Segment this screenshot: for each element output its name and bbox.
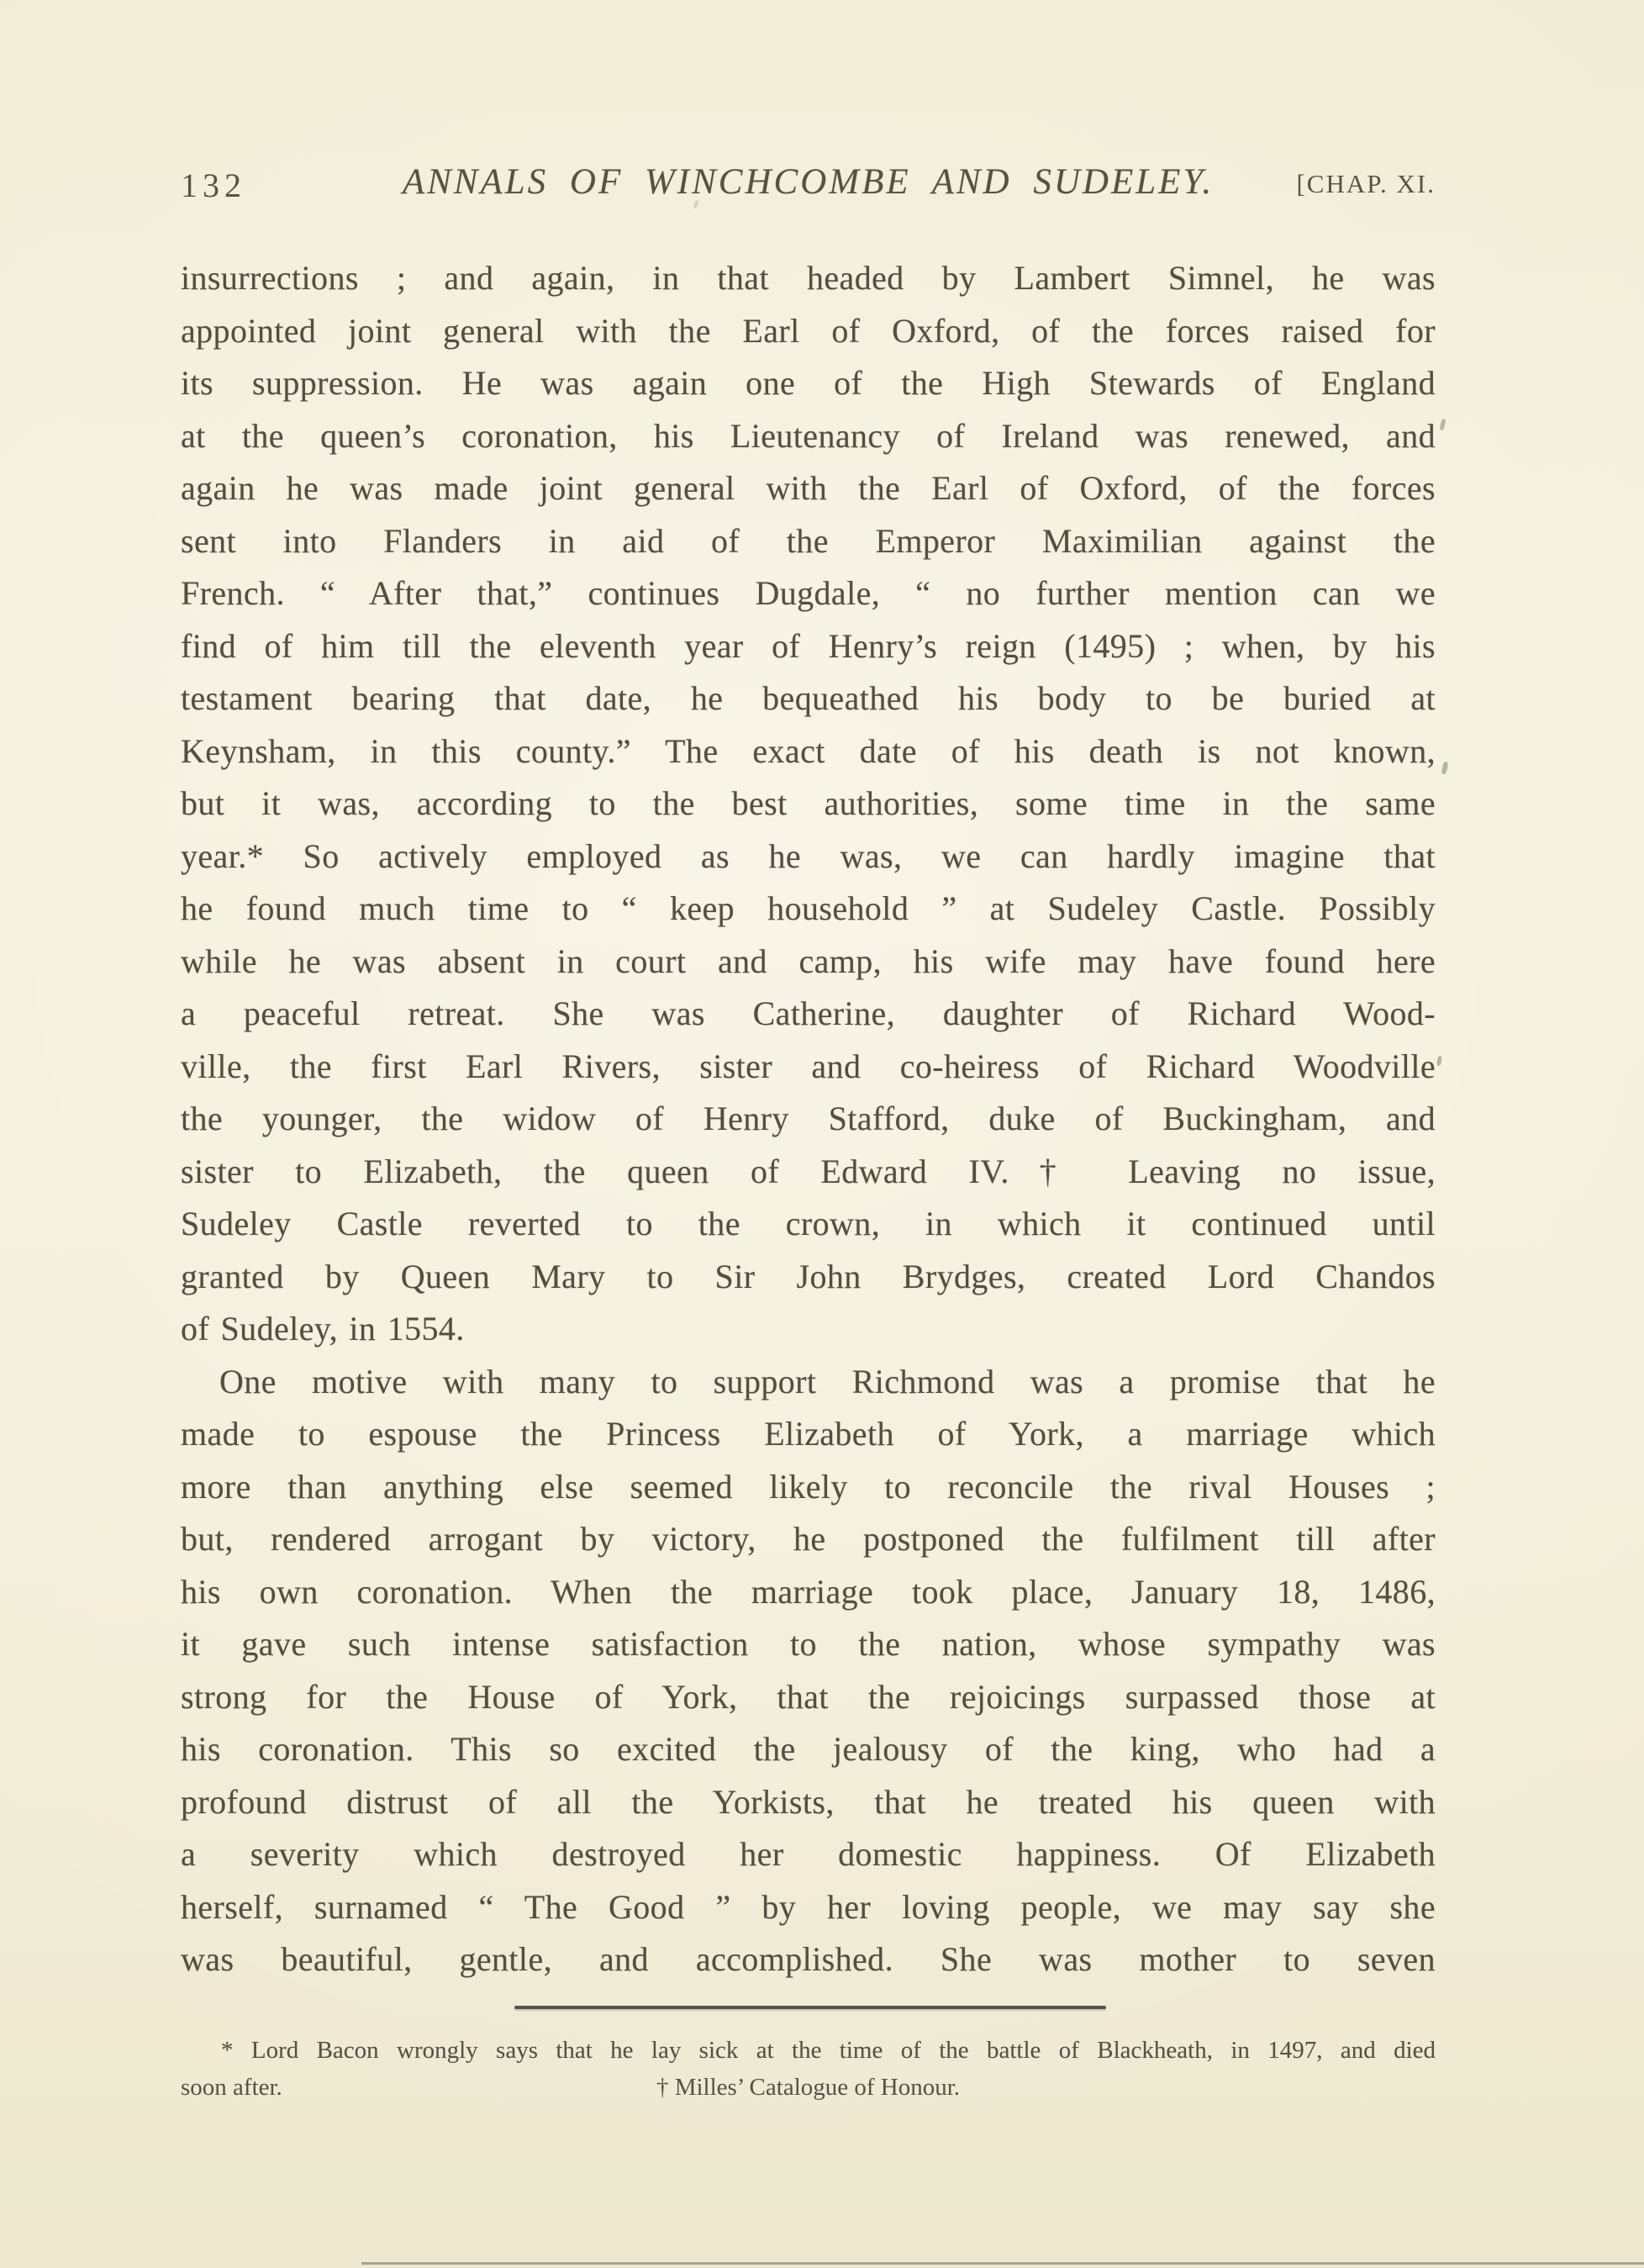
body-line-11: but it was, according to the best authorities, some time in the same [181, 784, 1436, 822]
body-line-32: herself, surnamed “ The Good ” by her loving people, we may say she [181, 1887, 1436, 1926]
book-title-running-head: ANNALS OF WINCHCOMBE AND SUDELEY. [402, 162, 1215, 202]
running-head [181, 161, 1436, 212]
body-line-9: testament bearing that date, he bequeathed his body to be buried at [181, 679, 1436, 717]
body-line-3: its suppression. He was again one of the High Stewards of England [181, 364, 1436, 402]
scan-speck [1439, 419, 1446, 431]
body-line-13: he found much time to “ keep household ” at Sudeley Castle. Possibly [181, 889, 1436, 927]
scan-speck [1441, 762, 1449, 775]
body-line-29: his coronation. This so excited the jealousy of the king, who had a [181, 1730, 1436, 1768]
body-line-10: Keynsham, in this county.” The exact date of his death is not known, [181, 731, 1436, 770]
body-line-19: Sudeley Castle reverted to the crown, in which it continued until [181, 1205, 1436, 1242]
body-line-15: a peaceful retreat. She was Catherine, daughter of Richard Wood- [181, 994, 1436, 1032]
body-line-22: One motive with many to support Richmond was a promise that he [219, 1362, 1436, 1400]
footnote-separator-rule [514, 2006, 1106, 2009]
body-line-20: granted by Queen Mary to Sir John Brydges, created Lord Chandos [181, 1257, 1436, 1295]
body-line-14: while he was absent in court and camp, his wife may have found here [181, 941, 1436, 980]
footnote-2-text: † Milles’ Catalogue of Honour. [656, 2074, 961, 2101]
body-line-23: made to espouse the Princess Elizabeth of York, a marriage which [181, 1415, 1436, 1453]
body-line-16: ville, the first Earl Rivers, sister and co-heiress of Richard Woodville [181, 1047, 1436, 1085]
body-text [181, 252, 1436, 1986]
body-line-30: profound distrust of all the Yorkists, that he treated his queen with [181, 1782, 1436, 1821]
body-line-6: sent into Flanders in aid of the Emperor Maximilian against the [181, 521, 1436, 560]
body-line-7: French. “ After that,” continues Dugdale, “ no further mention can we [181, 574, 1436, 612]
scan-edge-artifact [361, 2262, 1644, 2265]
scan-speck [1436, 1056, 1442, 1067]
body-line-12: year.* So actively employed as he was, we can hardly imagine that [181, 836, 1436, 875]
page-number: 132 [181, 166, 246, 204]
footnote-1: * Lord Bacon wrongly says that he lay sick at the time of the battle of Blackheath, in 1497, and died [221, 2037, 1436, 2064]
body-line-5: again he was made joint general with the Earl of Oxford, of the forces [181, 469, 1436, 507]
body-line-26: his own coronation. When the marriage took place, January 18, 1486, [181, 1572, 1436, 1611]
body-line-27: it gave such intense satisfaction to the nation, whose sympathy was [181, 1625, 1436, 1663]
body-line-18: sister to Elizabeth, the queen of Edward IV.† Leaving no issue, [181, 1152, 1436, 1190]
body-line-8: find of him till the eleventh year of Henry’s reign (1495) ; when, by his [181, 626, 1436, 665]
chapter-label: [CHAP. XI. [1296, 169, 1436, 198]
body-line-31: a severity which destroyed her domestic happiness. Of Elizabeth [181, 1835, 1436, 1873]
body-line-1: insurrections ; and again, in that headed by Lambert Simnel, he was [181, 259, 1436, 297]
body-line-33: was beautiful, gentle, and accomplished. She was mother to seven [181, 1940, 1436, 1978]
body-line-25: but, rendered arrogant by victory, he postponed the fulfilment till after [181, 1520, 1436, 1558]
body-line-2: appointed joint general with the Earl of Oxford, of the forces raised for [181, 311, 1436, 350]
body-line-24: more than anything else seemed likely to reconcile the rival Houses ; [181, 1467, 1436, 1506]
body-line-4: at the queen’s coronation, his Lieutenancy of Ireland was renewed, and [181, 416, 1436, 455]
footnote-1-continuation: soon after. [181, 2074, 282, 2101]
body-line-28: strong for the House of York, that the rejoicings surpassed those at [181, 1677, 1436, 1716]
body-line-17: the younger, the widow of Henry Stafford, duke of Buckingham, and [181, 1100, 1436, 1137]
body-line-21: of Sudeley, in 1554. [181, 1310, 465, 1348]
